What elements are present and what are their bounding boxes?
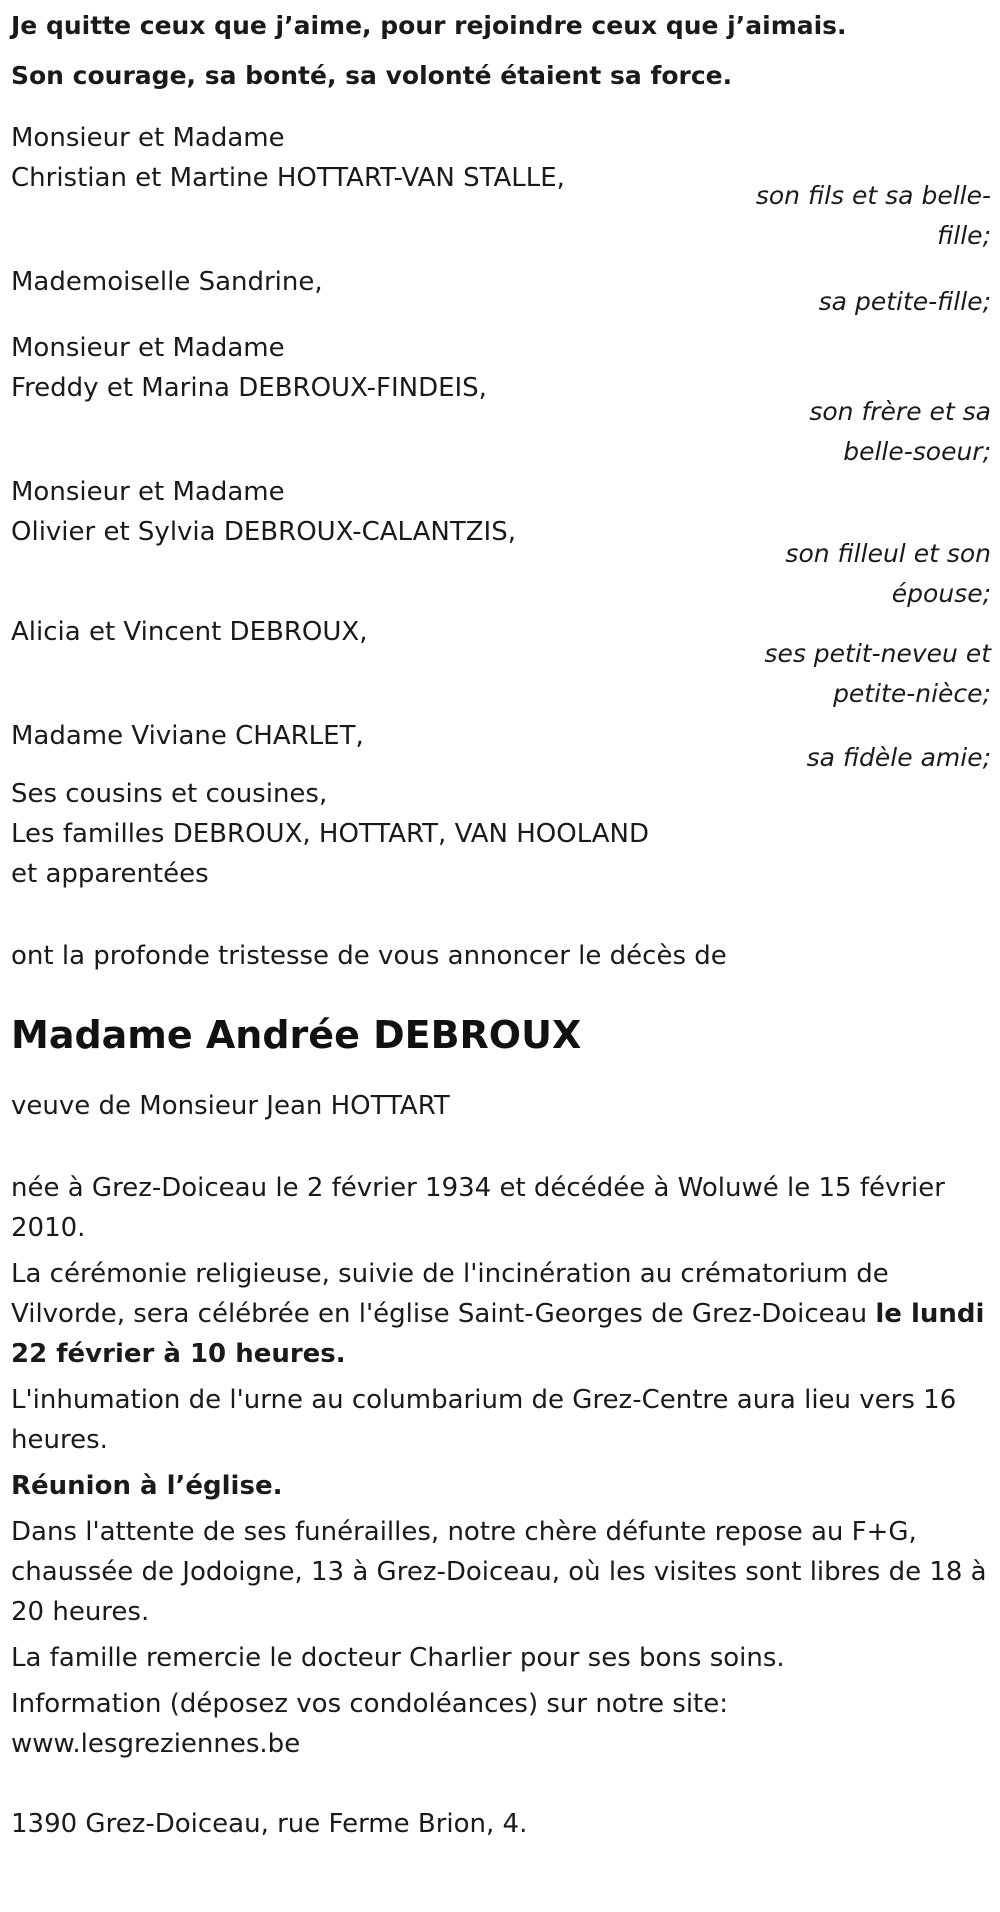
- family-name-line: Monsieur et Madame: [11, 333, 285, 363]
- address-text: 1390 Grez-Doiceau, rue Ferme Brion, 4.: [11, 1809, 528, 1839]
- meeting-text: Réunion à l’église.: [11, 1471, 283, 1501]
- family-entry-brother: [11, 328, 991, 472]
- announcement-text: ont la profonde tristesse de vous annoncer le décès de: [11, 941, 727, 971]
- thanks-text: La famille remercie le docteur Charlier pour ses bons soins.: [11, 1643, 785, 1673]
- visitation-text: Dans l'attente de ses funérailles, notre chère défunte repose au F+G, chaussée de Jodoigne, 13 à Grez-Doiceau, où les visites sont libres de 18 à 20 heures.: [11, 1517, 987, 1627]
- widow-of-text: veuve de Monsieur Jean HOTTART: [11, 1091, 450, 1121]
- relatives-line: et apparentées: [11, 859, 209, 889]
- family-entry-friend: [11, 716, 991, 772]
- family-relation: ses petit-neveu et petite-nièce;: [764, 639, 991, 708]
- birth-death-text: née à Grez-Doiceau le 2 février 1934 et décédée à Woluwé le 15 février 2010.: [11, 1173, 945, 1243]
- family-entry-son: [11, 118, 991, 262]
- family-entry-grandnephew: [11, 612, 991, 716]
- family-name-line: Madame Viviane CHARLET,: [11, 721, 364, 751]
- family-relation: sa fidèle amie;: [806, 743, 991, 772]
- relatives-line: Ses cousins et cousines,: [11, 779, 328, 809]
- family-name-line: Freddy et Marina DEBROUX-FINDEIS,: [11, 373, 487, 403]
- relatives-block: [11, 774, 991, 894]
- family-name-line: Mademoiselle Sandrine,: [11, 267, 323, 297]
- obituary-notice: [11, 4, 991, 1844]
- family-name-line: Alicia et Vincent DEBROUX,: [11, 617, 368, 647]
- family-name-line: Monsieur et Madame: [11, 477, 285, 507]
- deceased-name: Madame Andrée DEBROUX: [11, 1013, 582, 1057]
- info-text: [11, 1684, 991, 1764]
- family-name-line: Olivier et Sylvia DEBROUX-CALANTZIS,: [11, 517, 516, 547]
- burial-text: L'inhumation de l'urne au columbarium de Grez-Centre aura lieu vers 16 heures.: [11, 1385, 957, 1455]
- quote-line-2: Son courage, sa bonté, sa volonté étaient sa force.: [11, 61, 733, 90]
- family-relation: son frère et sa belle-soeur;: [809, 397, 991, 466]
- ceremony-date-time: le lundi 22 février à 10 heures.: [11, 1299, 985, 1369]
- relatives-line: Les familles DEBROUX, HOTTART, VAN HOOLAND: [11, 819, 650, 849]
- family-relation: son fils et sa belle-fille;: [755, 181, 991, 250]
- family-relation: sa petite-fille;: [818, 287, 991, 316]
- family-relation: son filleul et son épouse;: [785, 539, 991, 608]
- info-label: Information (déposez vos condoléances) sur notre site:: [11, 1689, 729, 1719]
- website-link[interactable]: www.lesgreziennes.be: [11, 1729, 301, 1759]
- family-entry-godson: [11, 472, 991, 612]
- quote-line-1: Je quitte ceux que j’aime, pour rejoindre ceux que j’aimais.: [11, 11, 847, 40]
- ceremony-details: La cérémonie religieuse, suivie de l'incinération au crématorium de Vilvorde, sera célébrée en l'église Saint-Georges de Grez-Doiceau: [11, 1259, 889, 1329]
- family-name-line: Christian et Martine HOTTART-VAN STALLE,: [11, 163, 565, 193]
- ceremony-text: [11, 1254, 991, 1374]
- family-entry-granddaughter: [11, 262, 991, 328]
- family-name-line: Monsieur et Madame: [11, 123, 285, 153]
